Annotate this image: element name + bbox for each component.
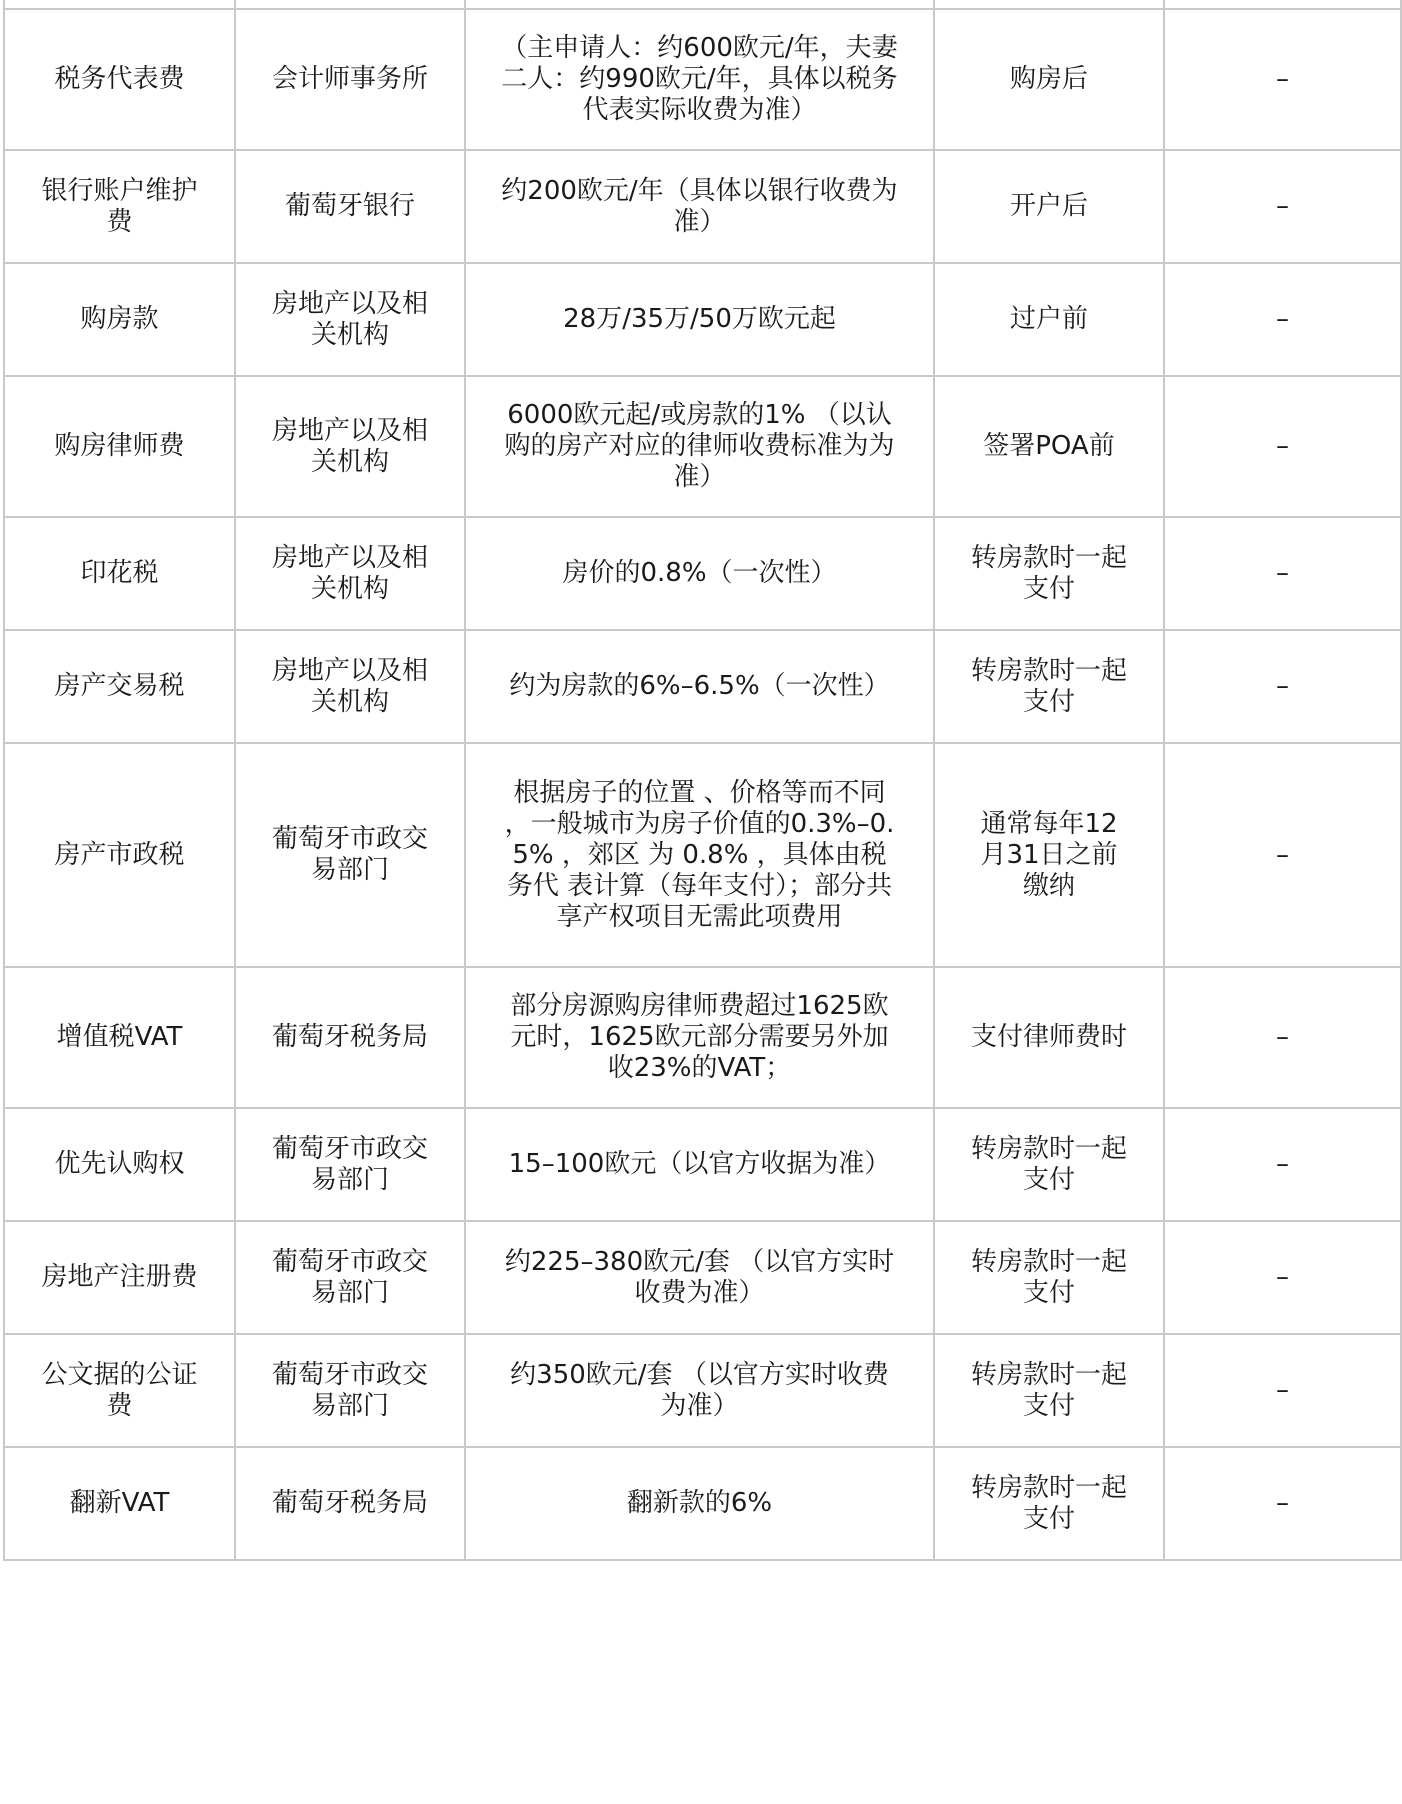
table-row <box>4 263 1401 376</box>
fee-item: 增值税VAT <box>4 967 235 1108</box>
fee-timing: 过户前 <box>934 263 1164 376</box>
fee-timing: 转房款时一起支付 <box>934 1334 1164 1447</box>
fee-amount: 约为房款的6%–6.5%（一次性） <box>465 630 934 743</box>
fee-payee: 房地产以及相关机构 <box>235 376 465 517</box>
fee-note: – <box>1164 1108 1401 1221</box>
fee-amount: 6000欧元起/或房款的1% （以认购的房产对应的律师收费标准为为准） <box>465 376 934 517</box>
fee-note: – <box>1164 1221 1401 1334</box>
fee-payee: 葡萄牙市政交易部门 <box>235 1108 465 1221</box>
fee-note: – <box>1164 9 1401 150</box>
fee-note: – <box>1164 743 1401 967</box>
fee-payee: 葡萄牙市政交易部门 <box>235 1221 465 1334</box>
fee-payee: 葡萄牙税务局 <box>235 967 465 1108</box>
fee-note: – <box>1164 376 1401 517</box>
fee-item: 公文据的公证费 <box>4 1334 235 1447</box>
table-row <box>4 376 1401 517</box>
fee-payee: 葡萄牙市政交易部门 <box>235 743 465 967</box>
fee-note: – <box>1164 1334 1401 1447</box>
fee-timing: 通常每年12月31日之前缴纳 <box>934 743 1164 967</box>
fee-amount: （主申请人：约600欧元/年，夫妻二人：约990欧元/年，具体以税务代表实际收费为准） <box>465 9 934 150</box>
fee-timing: 转房款时一起支付 <box>934 630 1164 743</box>
fee-timing: 签署POA前 <box>934 376 1164 517</box>
fee-amount: 房价的0.8%（一次性） <box>465 517 934 630</box>
fee-note: – <box>1164 1447 1401 1560</box>
fee-payee: 葡萄牙银行 <box>235 150 465 263</box>
fee-timing: 支付律师费时 <box>934 967 1164 1108</box>
fee-amount: 约350欧元/套 （以官方实时收费为准） <box>465 1334 934 1447</box>
table-row <box>4 9 1401 150</box>
fee-payee: 房地产以及相关机构 <box>235 263 465 376</box>
table-row <box>4 1108 1401 1221</box>
fee-timing: 转房款时一起支付 <box>934 1221 1164 1334</box>
fee-timing: 购房后 <box>934 9 1164 150</box>
fee-item: 银行账户维护费 <box>4 150 235 263</box>
fee-item: 优先认购权 <box>4 1108 235 1221</box>
fee-payee: 房地产以及相关机构 <box>235 630 465 743</box>
fee-table-container <box>3 0 1400 1561</box>
table-row <box>4 743 1401 967</box>
fee-timing: 转房款时一起支付 <box>934 1108 1164 1221</box>
fee-amount: 翻新款的6% <box>465 1447 934 1560</box>
fee-timing: 开户后 <box>934 150 1164 263</box>
fee-payee: 葡萄牙市政交易部门 <box>235 1334 465 1447</box>
fee-payee: 房地产以及相关机构 <box>235 517 465 630</box>
fee-item: 房地产注册费 <box>4 1221 235 1334</box>
fee-item: 房产市政税 <box>4 743 235 967</box>
fee-amount: 根据房子的位置 、价格等而不同 ，一般城市为房子价值的0.3%–0.5% ，郊区 为 0.8% ，具体由税务代 表计算（每年支付）；部分共享产权项目无需此项费用 <box>465 743 934 967</box>
table-row <box>4 1447 1401 1560</box>
fee-item: 购房律师费 <box>4 376 235 517</box>
fee-amount: 约200欧元/年（具体以银行收费为准） <box>465 150 934 263</box>
fee-timing: 转房款时一起支付 <box>934 517 1164 630</box>
fee-note: – <box>1164 967 1401 1108</box>
fee-timing: 转房款时一起支付 <box>934 1447 1164 1560</box>
table-row <box>4 517 1401 630</box>
table-row <box>4 1334 1401 1447</box>
table-row <box>4 967 1401 1108</box>
fee-note: – <box>1164 630 1401 743</box>
fee-amount: 15–100欧元（以官方收据为准） <box>465 1108 934 1221</box>
fee-amount: 约225–380欧元/套 （以官方实时收费为准） <box>465 1221 934 1334</box>
fee-payee: 葡萄牙税务局 <box>235 1447 465 1560</box>
fee-note: – <box>1164 517 1401 630</box>
fee-payee: 会计师事务所 <box>235 9 465 150</box>
fee-item: 房产交易税 <box>4 630 235 743</box>
fee-table <box>3 0 1402 1561</box>
table-top-spacer <box>4 0 1401 9</box>
fee-amount: 28万/35万/50万欧元起 <box>465 263 934 376</box>
fee-note: – <box>1164 150 1401 263</box>
fee-item: 翻新VAT <box>4 1447 235 1560</box>
fee-item: 税务代表费 <box>4 9 235 150</box>
table-row <box>4 150 1401 263</box>
fee-amount: 部分房源购房律师费超过1625欧元时，1625欧元部分需要另外加收23%的VAT； <box>465 967 934 1108</box>
fee-item: 购房款 <box>4 263 235 376</box>
fee-note: – <box>1164 263 1401 376</box>
table-row <box>4 1221 1401 1334</box>
fee-item: 印花税 <box>4 517 235 630</box>
table-row <box>4 630 1401 743</box>
